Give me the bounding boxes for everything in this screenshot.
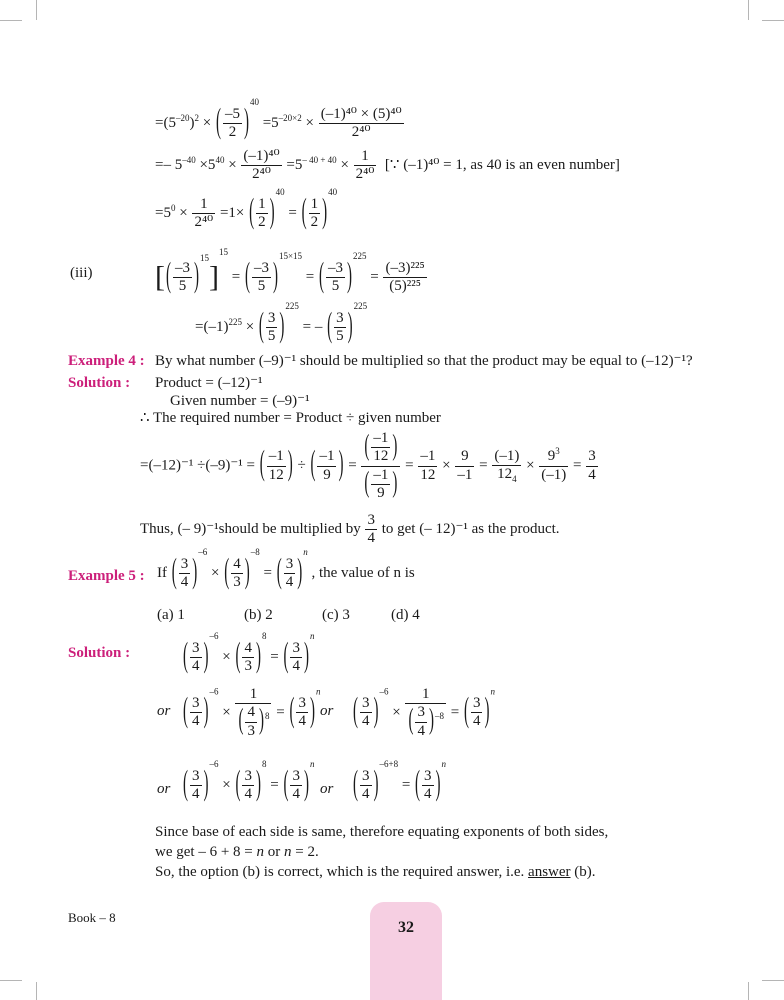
equation-line-1: $=(5^{-20})^2$ × ( $\frac{-5}{2}$ )$^{40} =5^{-20\times 2}$ × $\frac{\text{(–1)⁴⁰ × (5)⁴⁰}}{\text{2⁴⁰}}$: [155, 97, 402, 142]
example-4-solution-label: Solution :: [68, 375, 131, 391]
conclusion-line-2: we get – 6 + 8 = n or n = 2.: [155, 844, 319, 860]
example-4-calculation: =(–12)⁻¹ ÷(–9)⁻¹ = ( $\frac{-1}{12}$ ) ÷ ( $\frac{-1}{9}$ ) = ( $\frac{-1}{12}$ ) ( $\frac{-1}{9}$ ) = $\frac{-1}{12}$ × $\frac{9}{-1}$ = $\frac{(-1)}{12_4}$ × $\frac{9^3}{(-1)}$ = $\frac{3}{4}$: [140, 430, 596, 501]
product-line: Product = (–12)⁻¹: [155, 375, 263, 391]
even-number-reason: [∵ (–1)⁴⁰ = 1, as 40 is an even number]: [384, 157, 620, 174]
given-number-line: Given number = (–9)⁻¹: [170, 393, 310, 409]
compound-fraction: ( $\frac{-1}{12}$ ) ( $\frac{-1}{9}$ ): [361, 430, 400, 502]
book-label: Book – 8: [68, 910, 116, 925]
trim-mark: [0, 20, 22, 21]
example-4-conclusion: Thus, (– 9)⁻¹should be multiplied by $\frac{3}{4}$ to get (– 12)⁻¹ as the product.: [140, 512, 560, 547]
solution-step-3b: ( $\frac{3}{4}$ )$^{-6+8}$ = ( $\frac{3}{4}$ )$^n$: [353, 759, 447, 804]
example-4-label: Example 4 :: [68, 353, 145, 369]
solution-step-2a: ( $\frac{3}{4}$ )$^{-6}$ × 1 ( $\frac{4}{3}$ )$^8$ = ( $\frac{3}{4}$ )$^n$: [183, 686, 321, 739]
or-label: or: [157, 781, 171, 797]
example-5-question: If ( $\frac{3}{4}$ )$^{-6}$ × ( $\frac{4}{3}$ )$^{-8}$ = ( $\frac{3}{4}$ )$^n$ , the value of n is: [157, 547, 415, 592]
page-number: 32: [398, 919, 414, 936]
trim-mark: [748, 0, 749, 20]
or-label: or: [320, 703, 334, 719]
example-4-question: By what number (–9)⁻¹ should be multiplied so that the product may be equal to (–12)⁻¹?: [155, 353, 693, 369]
or-label: or: [320, 781, 334, 797]
equation-line-3: $=5^0$ × $\frac{1}{\text{2⁴⁰}}$ =1× ( $\frac{1}{2}$ )$^{40}$ = ( $\frac{1}{2}$ )$^{40}$: [155, 187, 338, 232]
conclusion-line-3: So, the option (b) is correct, which is the required answer, i.e. answer (b).: [155, 864, 596, 880]
trim-mark: [0, 980, 22, 981]
conclusion-line-1: Since base of each side is same, therefore equating exponents of both sides,: [155, 824, 609, 840]
page-number-tab: [370, 902, 442, 1000]
trim-mark: [36, 982, 37, 1000]
or-label: or: [157, 703, 171, 719]
trim-mark: [762, 980, 784, 981]
part-iii-label: (iii): [70, 265, 93, 281]
option-a: (a) 1: [157, 607, 185, 623]
option-d: (d) 4: [391, 607, 420, 623]
example-5-solution-label: Solution :: [68, 645, 131, 661]
option-c: (c) 3: [322, 607, 350, 623]
part-iii-line-1: [( $\frac{-3}{5}$ )$^{15}$]$^{15}$ = ( $\frac{-3}{5}$ )$^{15\times 15}$ = ( $\frac{-3}{5}$ )$^{225}$ = $\frac{\text{(–3)²²⁵}}{\text{(5)²²⁵}}$: [155, 247, 425, 296]
part-iii-line-2: $=(-1)^{225}$ × ( $\frac{3}{5}$ )$^{225}$ = – ( $\frac{3}{5}$ )$^{225}$: [195, 301, 368, 346]
trim-mark: [762, 20, 784, 21]
solution-step-3a: ( $\frac{3}{4}$ )$^{-6}$ × ( $\frac{3}{4}$ )$^8$ = ( $\frac{3}{4}$ )$^n$: [183, 759, 315, 804]
option-b: (b) 2: [244, 607, 273, 623]
trim-mark: [36, 0, 37, 20]
required-number-line: ∴ The required number = Product ÷ given number: [140, 410, 441, 426]
example-5-label: Example 5 :: [68, 568, 145, 584]
solution-step-2b: ( $\frac{3}{4}$ )$^{-6}$ × 1 ( $\frac{3}{4}$ )$^{-8}$ = ( $\frac{3}{4}$ )$^n$: [353, 686, 495, 739]
solution-step-1: ( $\frac{3}{4}$ )$^{-6}$ × ( $\frac{4}{3}$ )$^8$ = ( $\frac{3}{4}$ )$^n$: [183, 631, 315, 676]
equation-line-2: =– $5^{-40} \times 5^{40}$ × $\frac{\text{(–1)⁴⁰}}{\text{2⁴⁰}}$ $=5^{- 40 + 40}$ × $\frac{1}{\text{2⁴⁰}}$ [∵ (–1)⁴⁰ = 1, as 40 is an even number]: [155, 148, 620, 183]
trim-mark: [748, 982, 749, 1000]
